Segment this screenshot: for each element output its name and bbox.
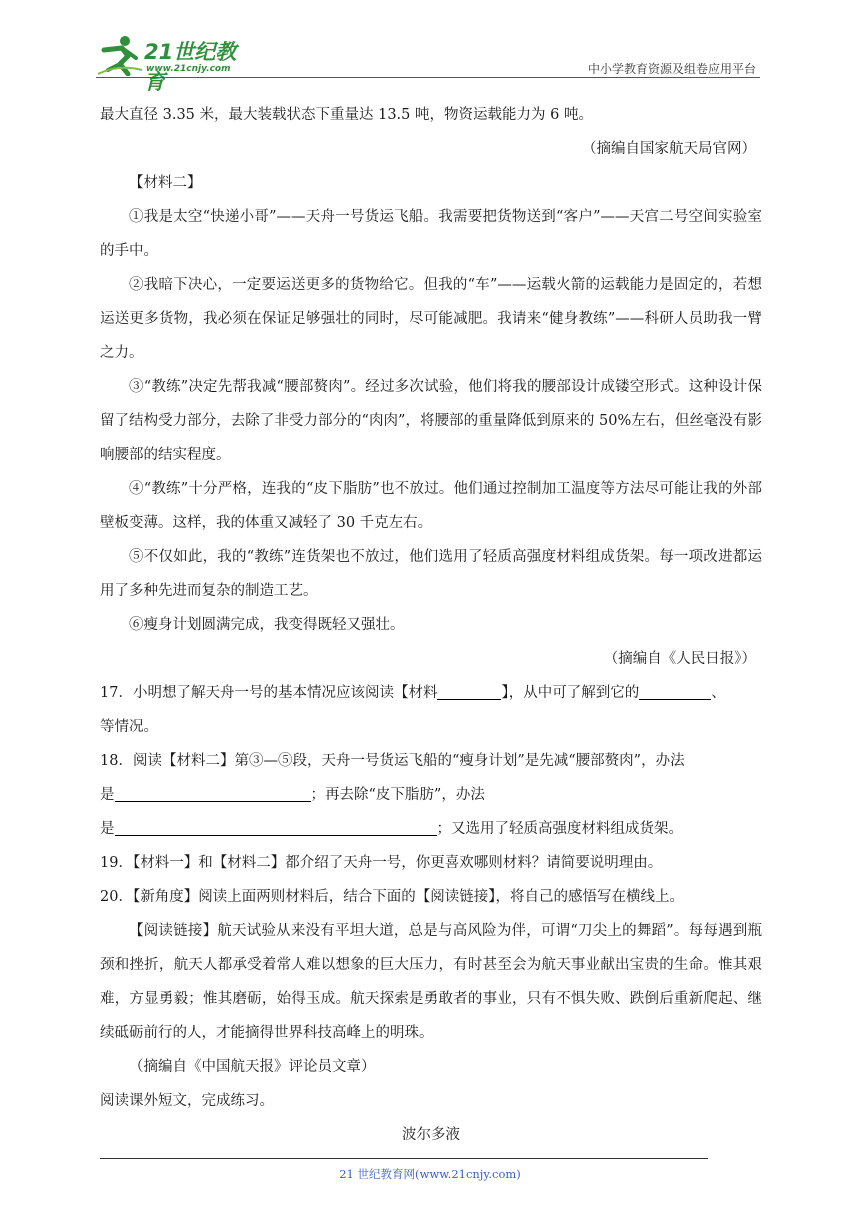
source-note-3: （摘编自《中国航天报》评论员文章） bbox=[129, 1059, 376, 1075]
material-two-heading: 【材料二】 bbox=[129, 175, 202, 191]
question-18-text-e: ；又选用了轻质高强度材料组成货架。 bbox=[436, 821, 683, 837]
source-note-2: （摘编自《人民日报》） bbox=[603, 651, 756, 667]
answer-blank-18-1[interactable] bbox=[115, 783, 311, 802]
header-divider bbox=[96, 77, 760, 78]
question-20: 20．【新角度】阅读上面两则材料后，结合下面的【阅读链接】，将自己的感悟写在横线上。 bbox=[100, 889, 684, 905]
material-one-tail: 最大直径 3.35 米，最大装载状态下重量达 13.5 吨，物资运载能力为 6 吨。 bbox=[100, 107, 593, 123]
answer-blank-17-1[interactable] bbox=[437, 681, 501, 700]
paragraph-6: ⑥瘦身计划圆满完成，我变得既轻又强壮。 bbox=[129, 617, 405, 633]
answer-blank-18-2[interactable] bbox=[115, 817, 437, 836]
source-note-1: （摘编自国家航天局官网） bbox=[582, 141, 756, 157]
runner-logo-icon bbox=[98, 34, 144, 76]
document-body bbox=[100, 98, 762, 1152]
site-logo[interactable] bbox=[96, 30, 256, 94]
footer-link[interactable]: 21 世纪教育网(www.21cnjy.com) bbox=[339, 1167, 521, 1181]
question-17-text-a: 17．小明想了解天舟一号的基本情况应该阅读【材料 bbox=[100, 685, 438, 701]
paragraph-3: ③“教练”决定先帮我减“腰部赘肉”。经过多次试验，他们将我的腰部设计成镂空形式。这种设计保留了结构受力部分，去除了非受力部分的“肉肉”，将腰部的重量降低到原来的 50%左右，但丝毫没有影响腰部的结实程度。 bbox=[100, 379, 762, 463]
logo-url: www.21cnjy.com bbox=[146, 64, 231, 74]
footer-divider bbox=[100, 1158, 708, 1159]
question-17-text-c: 、 bbox=[711, 685, 726, 701]
question-17-text-b: 】，从中可了解到它的 bbox=[501, 685, 640, 701]
paragraph-1: ①我是太空“快递小哥”——天舟一号货运飞船。我需要把货物送到“客户”——天宫二号空间实验室的手中。 bbox=[100, 209, 762, 259]
question-18 bbox=[100, 744, 762, 846]
answer-blank-17-2[interactable] bbox=[639, 681, 711, 700]
question-18-text-a: 18．阅读【材料二】第③—⑤段，天舟一号货运飞船的“瘦身计划”是先减“腰部赘肉”，办法 bbox=[100, 753, 685, 769]
paragraph-2: ②我暗下决心，一定要运送更多的货物给它。但我的“车”——运载火箭的运载能力是固定的，若想运送更多货物，我必须在保证足够强壮的同时，尽可能减肥。我请来“健身教练”——科研人员助我一臂之力。 bbox=[100, 277, 762, 361]
page-header bbox=[96, 30, 760, 94]
paragraph-5: ⑤不仅如此，我的“教练”连货架也不放过，他们选用了轻质高强度材料组成货架。每一项改进都运用了多种先进而复杂的制造工艺。 bbox=[100, 549, 762, 599]
logo-text: 21世纪教育 bbox=[144, 40, 237, 94]
question-17 bbox=[100, 676, 762, 744]
question-18-text-d: 是 bbox=[100, 821, 115, 837]
instruction-text: 阅读课外短文，完成练习。 bbox=[100, 1093, 274, 1109]
question-17-text-d: 等情况。 bbox=[100, 719, 158, 735]
reading-link-paragraph: 【阅读链接】航天试验从来没有平坦大道，总是与高风险为伴，可谓“刀尖上的舞蹈”。每每遇到瓶颈和挫折，航天人都承受着常人难以想象的巨大压力，有时甚至会为航天事业献出宝贵的生命。惟其艰难，方显勇毅；惟其磨砺，始得玉成。航天探索是勇敢者的事业，只有不惧失败、跌倒后重新爬起、继续砥砺前行的人，才能摘得世界科技高峰上的明珠。 bbox=[100, 923, 762, 1041]
question-18-text-b: 是 bbox=[100, 787, 115, 803]
passage-title: 波尔多液 bbox=[402, 1127, 460, 1143]
question-18-text-c: ；再去除“皮下脂肪”，办法 bbox=[310, 787, 485, 803]
platform-tagline: 中小学教育资源及组卷应用平台 bbox=[587, 62, 756, 76]
paragraph-4: ④“教练”十分严格，连我的“皮下脂肪”也不放过。他们通过控制加工温度等方法尽可能让我的外部壁板变薄。这样，我的体重又减轻了 30 千克左右。 bbox=[100, 481, 762, 531]
question-19: 19．【材料一】和【材料二】都介绍了天舟一号，你更喜欢哪则材料？请简要说明理由。 bbox=[100, 855, 663, 871]
